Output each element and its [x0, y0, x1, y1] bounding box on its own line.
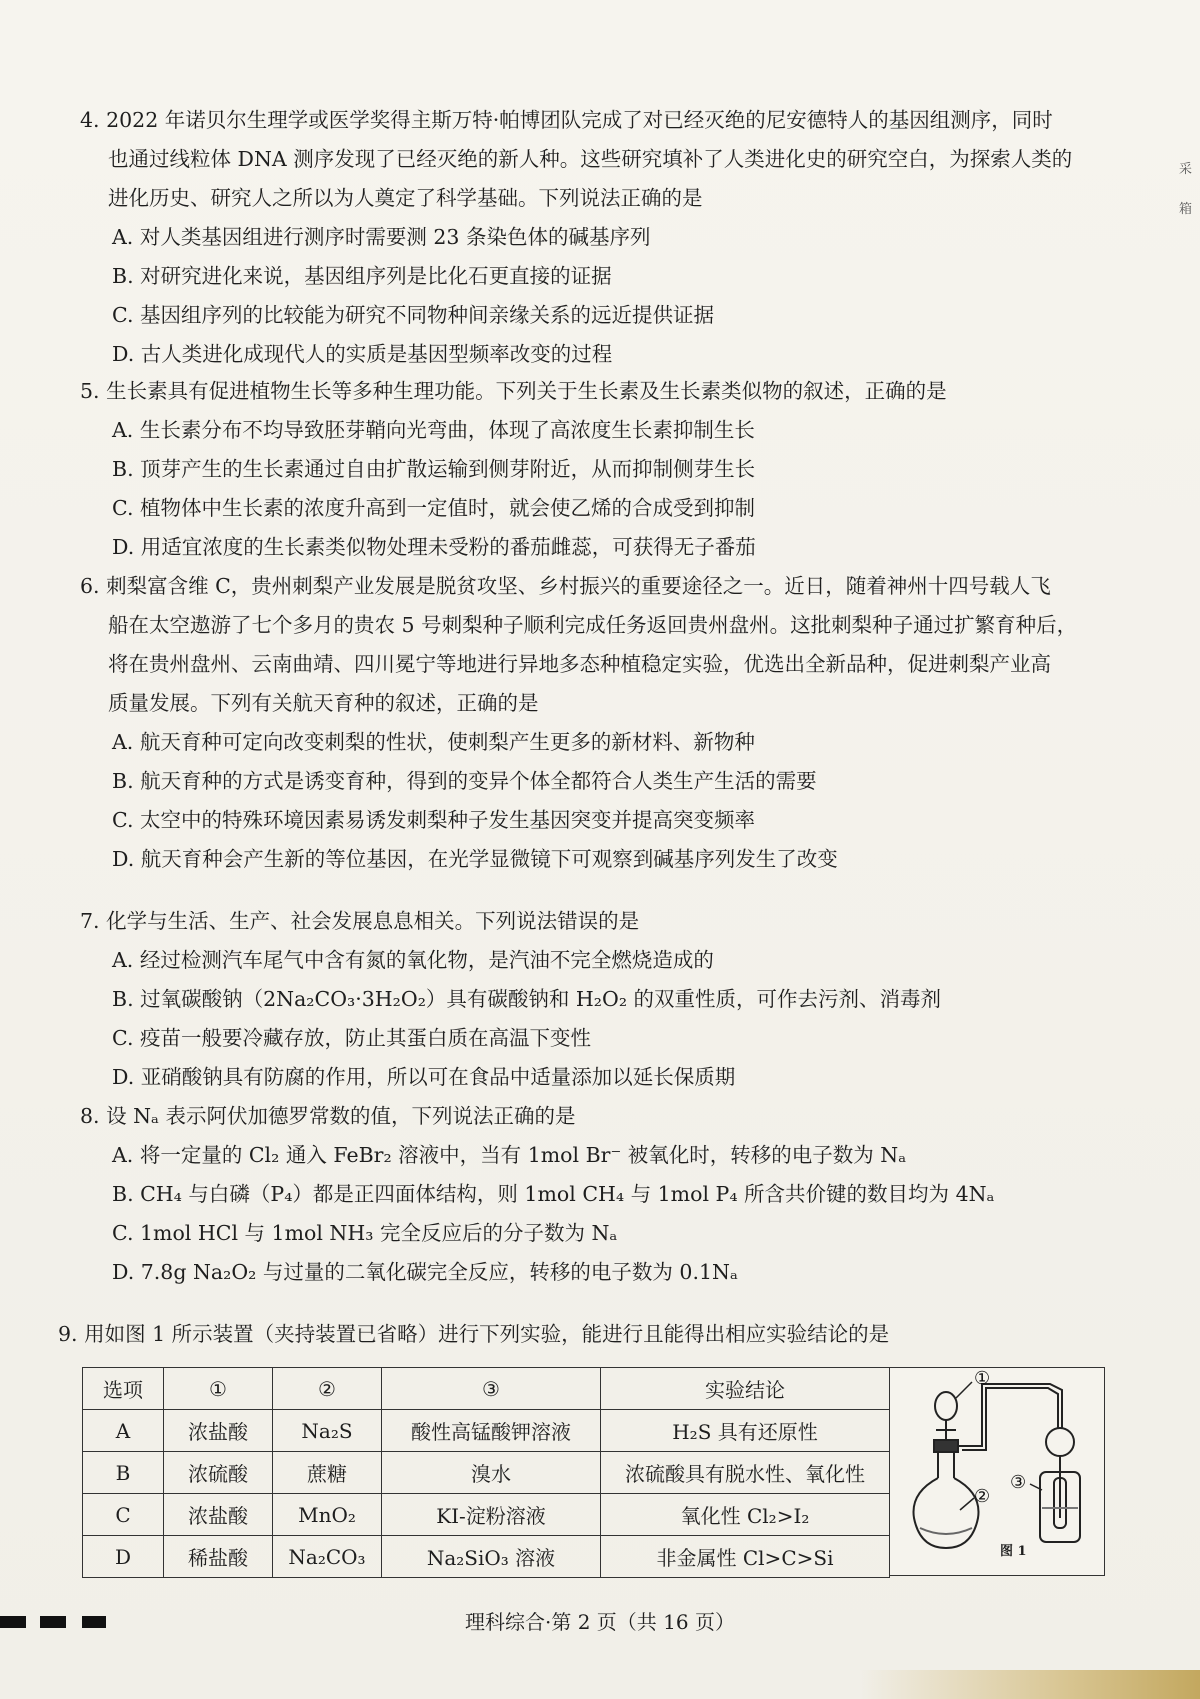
question-7 — [80, 902, 1120, 1097]
option-d: D. 7.8g Na₂O₂ 与过量的二氧化碳完全反应，转移的电子数为 0.1Nₐ — [112, 1260, 738, 1284]
table-cell: 浓硫酸 — [164, 1452, 273, 1494]
marker-2: ② — [974, 1486, 991, 1507]
edge-mark: 采 — [1178, 162, 1192, 177]
question-stem-line: 6. 刺梨富含维 C，贵州刺梨产业发展是脱贫攻坚、乡村振兴的重要途径之一。近日，随着神州十四号载人飞 — [80, 574, 1051, 598]
question-4 — [80, 101, 1120, 374]
question-stem-line: 进化历史、研究人之所以为人奠定了科学基础。下列说法正确的是 — [108, 186, 703, 210]
table-header-row — [83, 1368, 890, 1410]
edge-bleed-text — [1179, 150, 1192, 230]
option-a: A. 航天育种可定向改变刺梨的性状，使刺梨产生更多的新材料、新物种 — [112, 730, 755, 754]
option-c: C. 植物体中生长素的浓度升高到一定值时，就会使乙烯的合成受到抑制 — [112, 496, 755, 520]
table-header: ② — [273, 1368, 382, 1410]
option-d: D. 航天育种会产生新的等位基因，在光学显微镜下可观察到碱基序列发生了改变 — [112, 847, 838, 871]
question-stem-line: 4. 2022 年诺贝尔生理学或医学奖得主斯万特·帕博团队完成了对已经灭绝的尼安德特人的基因组测序，同时 — [80, 108, 1053, 132]
option-d: D. 古人类进化成现代人的实质是基因型频率改变的过程 — [112, 342, 613, 366]
table-cell: 稀盐酸 — [164, 1536, 273, 1578]
marker-3: ③ — [1010, 1472, 1027, 1493]
question-stem-line: 船在太空遨游了七个多月的贵农 5 号刺梨种子顺利完成任务返回贵州盘州。这批刺梨种子通过扩繁育种后， — [108, 613, 1078, 637]
option-b: B. 顶芽产生的生长素通过自由扩散运输到侧芽附近，从而抑制侧芽生长 — [112, 457, 756, 481]
question-8 — [80, 1097, 1120, 1292]
table-cell: H₂S 具有还原性 — [601, 1410, 890, 1452]
question-stem-line: 5. 生长素具有促进植物生长等多种生理功能。下列关于生长素及生长素类似物的叙述，正确的是 — [80, 379, 947, 403]
option-c: C. 太空中的特殊环境因素易诱发刺梨种子发生基因突变并提高突变频率 — [112, 808, 755, 832]
apparatus-diagram — [890, 1368, 1104, 1575]
table-cell: KI-淀粉溶液 — [382, 1494, 601, 1536]
table-row — [83, 1536, 890, 1578]
option-b: B. CH₄ 与白磷（P₄）都是正四面体结构，则 1mol CH₄ 与 1mol P₄ 所含共价键的数目均为 4Nₐ — [112, 1182, 995, 1206]
table-cell: MnO₂ — [273, 1494, 382, 1536]
table-cell: 浓盐酸 — [164, 1410, 273, 1452]
table-cell: Na₂S — [273, 1410, 382, 1452]
table-cell: 非金属性 Cl>C>Si — [601, 1536, 890, 1578]
test-tube-setup — [1040, 1428, 1080, 1542]
page-edge-shadow — [860, 1670, 1200, 1699]
question-9 — [58, 1315, 1098, 1354]
table-cell: D — [83, 1536, 164, 1578]
table-cell: Na₂SiO₃ 溶液 — [382, 1536, 601, 1578]
table-row — [83, 1452, 890, 1494]
option-a: A. 将一定量的 Cl₂ 通入 FeBr₂ 溶液中，当有 1mol Br⁻ 被氧化时，转移的电子数为 Nₐ — [112, 1143, 907, 1167]
table-cell: 蔗糖 — [273, 1452, 382, 1494]
option-b: B. 航天育种的方式是诱变育种，得到的变异个体全都符合人类生产生活的需要 — [112, 769, 817, 793]
table-row — [83, 1410, 890, 1452]
option-a: A. 经过检测汽车尾气中含有氮的氧化物，是汽油不完全燃烧造成的 — [112, 948, 714, 972]
table-cell: 浓硫酸具有脱水性、氧化性 — [601, 1452, 890, 1494]
table-cell: B — [83, 1452, 164, 1494]
option-d: D. 亚硝酸钠具有防腐的作用，所以可在食品中适量添加以延长保质期 — [112, 1065, 736, 1089]
table-cell: C — [83, 1494, 164, 1536]
table-cell: A — [83, 1410, 164, 1452]
table-cell: 酸性高锰酸钾溶液 — [382, 1410, 601, 1452]
marker-1: ① — [974, 1368, 991, 1389]
figure-1-box — [890, 1367, 1105, 1576]
page-footer: 理科综合·第 2 页（共 16 页） — [465, 1610, 735, 1634]
table-cell: 浓盐酸 — [164, 1494, 273, 1536]
option-b: B. 对研究进化来说，基因组序列是比化石更直接的证据 — [112, 264, 612, 288]
question-stem-line: 9. 用如图 1 所示装置（夹持装置已省略）进行下列实验，能进行且能得出相应实验结论的是 — [58, 1322, 890, 1346]
table-cell: 溴水 — [382, 1452, 601, 1494]
option-c: C. 疫苗一般要冷藏存放，防止其蛋白质在高温下变性 — [112, 1026, 591, 1050]
figure-caption: 图 1 — [1000, 1544, 1027, 1559]
table-header: 选项 — [83, 1368, 164, 1410]
table-cell: Na₂CO₃ — [273, 1536, 382, 1578]
table-row — [83, 1494, 890, 1536]
option-c: C. 1mol HCl 与 1mol NH₃ 完全反应后的分子数为 Nₐ — [112, 1221, 618, 1245]
table-header: 实验结论 — [601, 1368, 890, 1410]
question-stem-line: 8. 设 Nₐ 表示阿伏加德罗常数的值，下列说法正确的是 — [80, 1104, 576, 1128]
table-header: ③ — [382, 1368, 601, 1410]
question-stem-line: 质量发展。下列有关航天育种的叙述，正确的是 — [108, 691, 539, 715]
option-a: A. 生长素分布不均导致胚芽鞘向光弯曲，体现了高浓度生长素抑制生长 — [112, 418, 755, 442]
table-header: ① — [164, 1368, 273, 1410]
question-stem-line: 将在贵州盘州、云南曲靖、四川冕宁等地进行异地多态种植稳定实验，优选出全新品种，促进刺梨产业高 — [108, 652, 1051, 676]
table-cell: 氧化性 Cl₂>I₂ — [601, 1494, 890, 1536]
option-c: C. 基因组序列的比较能为研究不同物种间亲缘关系的远近提供证据 — [112, 303, 714, 327]
question-5 — [80, 372, 1120, 567]
edge-mark: 箱 — [1178, 202, 1192, 217]
round-bottom-flask — [914, 1440, 979, 1548]
question-stem-line: 也通过线粒体 DNA 测序发现了已经灭绝的新人种。这些研究填补了人类进化史的研究空白，为探索人类的 — [108, 147, 1073, 171]
option-d: D. 用适宜浓度的生长素类似物处理未受粉的番茄雌蕊，可获得无子番茄 — [112, 535, 756, 559]
experiment-table — [82, 1367, 890, 1578]
question-6 — [80, 567, 1120, 879]
option-a: A. 对人类基因组进行测序时需要测 23 条染色体的碱基序列 — [112, 225, 651, 249]
option-b: B. 过氧碳酸钠（2Na₂CO₃·3H₂O₂）具有碳酸钠和 H₂O₂ 的双重性质，可作去污剂、消毒剂 — [112, 987, 942, 1011]
question-stem-line: 7. 化学与生活、生产、社会发展息息相关。下列说法错误的是 — [80, 909, 640, 933]
